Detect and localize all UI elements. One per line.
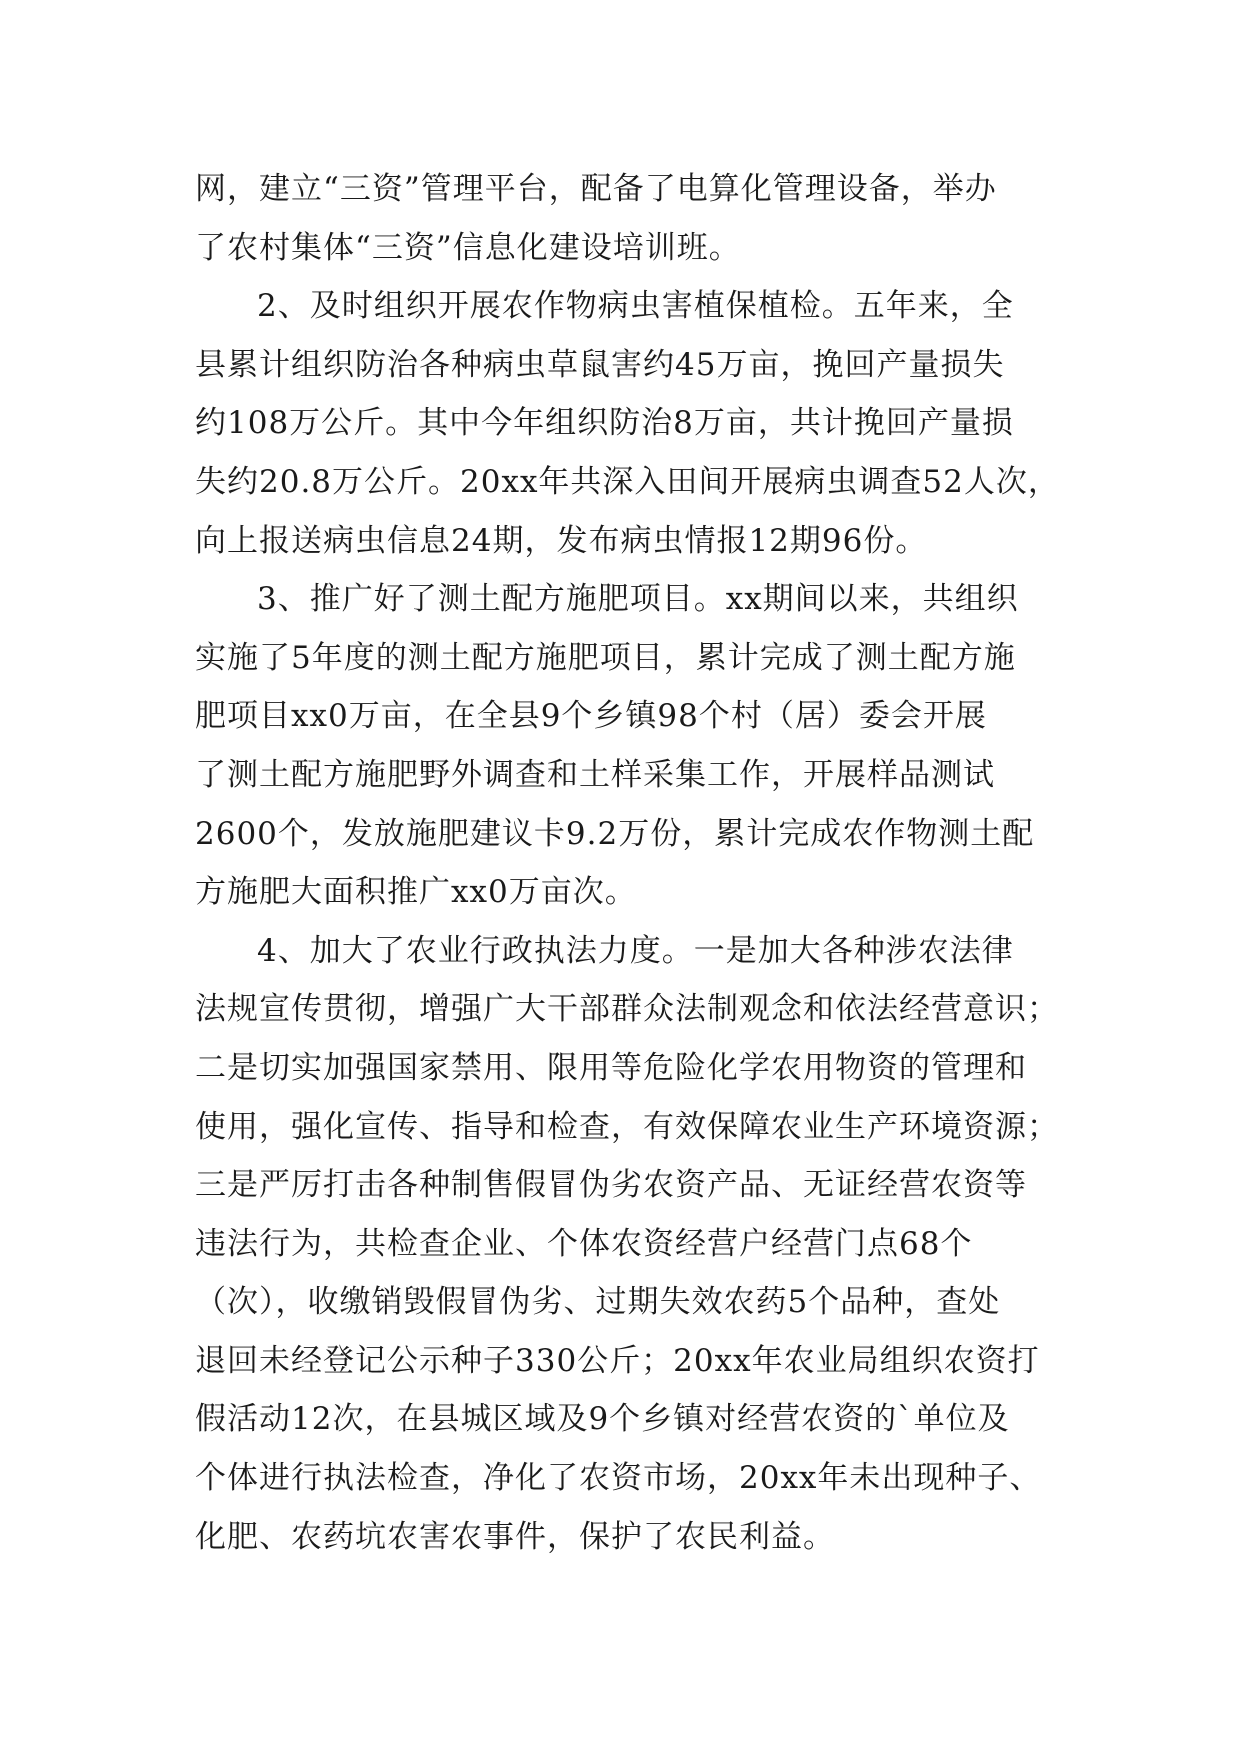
text-line: 使用，强化宣传、指导和检查，有效保障农业生产环境资源； <box>195 1108 1059 1145</box>
text-line: 了农村集体“三资”信息化建设培训班。 <box>195 229 741 266</box>
text-line: 了测土配方施肥野外调查和土样采集工作，开展样品测试 <box>195 756 995 793</box>
text-line: 约108万公斤。其中今年组织防治8万亩，共计挽回产量损 <box>195 405 1014 442</box>
text-line: 化肥、农药坑农害农事件，保护了农民利益。 <box>195 1518 835 1555</box>
text-line: 实施了5年度的测土配方施肥项目，累计完成了测土配方施 <box>195 639 1016 676</box>
text-line: 失约20.8万公斤。20xx年共深入田间开展病虫调查52人次， <box>195 463 1060 500</box>
document-body <box>195 160 1075 1566</box>
text-line: 2600个，发放施肥建议卡9.2万份，累计完成农作物测土配 <box>195 815 1035 852</box>
text-line: 网，建立“三资”管理平台，配备了电算化管理设备，举办 <box>195 171 997 207</box>
text-line: 个体进行执法检查，净化了农资市场，20xx年未出现种子、 <box>195 1460 1042 1497</box>
text-line: 法规宣传贯彻，增强广大干部群众法制观念和依法经营意识； <box>195 991 1059 1028</box>
paragraph-first-line: 2、及时组织开展农作物病虫害植保植检。五年来，全 <box>257 288 1014 325</box>
text-line: 三是严厉打击各种制售假冒伪劣农资产品、无证经营农资等 <box>195 1167 1027 1204</box>
text-line: 二是切实加强国家禁用、限用等危险化学农用物资的管理和 <box>195 1049 1027 1086</box>
text-line: 向上报送病虫信息24期，发布病虫情报12期96份。 <box>195 522 928 559</box>
paragraph-first-line: 3、推广好了测土配方施肥项目。xx期间以来，共组织 <box>257 581 1019 618</box>
text-line: 违法行为，共检查企业、个体农资经营户经营门点68个 <box>195 1225 973 1262</box>
text-line: 假活动12次，在县城区域及9个乡镇对经营农资的`单位及 <box>195 1401 1010 1438</box>
text-line: 方施肥大面积推广xx0万亩次。 <box>195 874 637 911</box>
text-line: 肥项目xx0万亩，在全县9个乡镇98个村（居）委会开展 <box>195 698 987 735</box>
text-line: （次），收缴销毁假冒伪劣、过期失效农药5个品种，查处 <box>195 1284 1001 1321</box>
paragraph-first-line: 4、加大了农业行政执法力度。一是加大各种涉农法律 <box>257 932 1014 969</box>
text-line: 退回未经登记公示种子330公斤；20xx年农业局组织农资打 <box>195 1342 1040 1379</box>
text-line: 县累计组织防治各种病虫草鼠害约45万亩，挽回产量损失 <box>195 346 1005 383</box>
